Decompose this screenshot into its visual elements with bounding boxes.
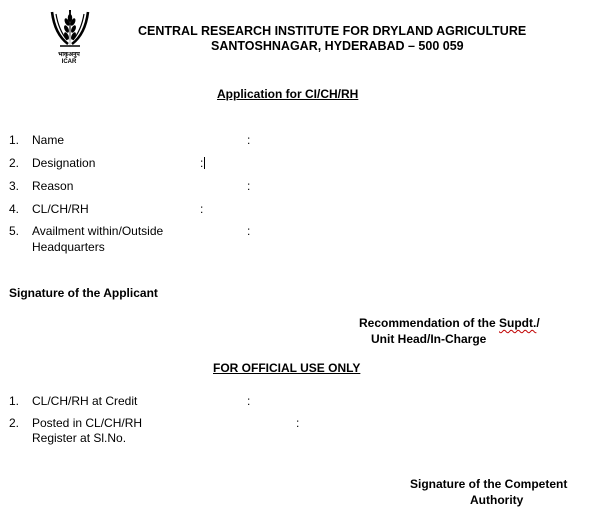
field-colon: : — [247, 224, 251, 238]
institute-address: SANTOSHNAGAR, HYDERABAD – 500 059 — [211, 39, 464, 53]
field-colon[interactable]: : — [200, 156, 204, 170]
field-label-availment: Availment within/Outside — [32, 224, 164, 238]
field-label-leave-type: CL/CH/RH — [32, 202, 89, 216]
official-field-colon: : — [296, 416, 300, 430]
field-number: 4. — [9, 202, 20, 216]
official-field-label-posted-cont: Register at Sl.No. — [32, 431, 127, 445]
recommendation-label: Recommendation of the Supdt./ — [359, 316, 540, 330]
field-label-reason: Reason — [32, 179, 74, 193]
field-label-availment-cont: Headquarters — [32, 240, 105, 254]
official-field-colon: : — [247, 394, 251, 408]
field-colon: : — [247, 179, 251, 193]
official-field-label-credit: CL/CH/RH at Credit — [32, 394, 138, 408]
field-number: 5. — [9, 224, 20, 238]
official-field-number: 1. — [9, 394, 20, 408]
signature-authority-label-line2: Authority — [470, 493, 524, 507]
field-label-name: Name — [32, 133, 65, 147]
spellcheck-word: Supdt. — [499, 316, 537, 330]
form-title: Application for CI/CH/RH — [217, 87, 359, 101]
logo-caption-hindi: भाकृअनुप ICAR — [58, 52, 80, 65]
icar-logo — [44, 8, 94, 70]
field-number: 2. — [9, 156, 20, 170]
text-cursor — [204, 157, 205, 169]
official-field-number: 2. — [9, 416, 20, 430]
field-label-designation: Designation — [32, 156, 96, 170]
field-number: 3. — [9, 179, 20, 193]
official-use-title: FOR OFFICIAL USE ONLY — [213, 361, 361, 375]
signature-authority-label: Signature of the Competent — [410, 477, 568, 491]
signature-applicant-label: Signature of the Applicant — [9, 286, 158, 300]
official-field-label-posted: Posted in CL/CH/RH — [32, 416, 143, 430]
field-number: 1. — [9, 133, 20, 147]
field-colon: : — [247, 133, 251, 147]
recommendation-label-line2: Unit Head/In-Charge — [371, 332, 487, 346]
field-colon: : — [200, 202, 204, 216]
institute-name: CENTRAL RESEARCH INSTITUTE FOR DRYLAND AGRICULTURE — [138, 24, 527, 38]
